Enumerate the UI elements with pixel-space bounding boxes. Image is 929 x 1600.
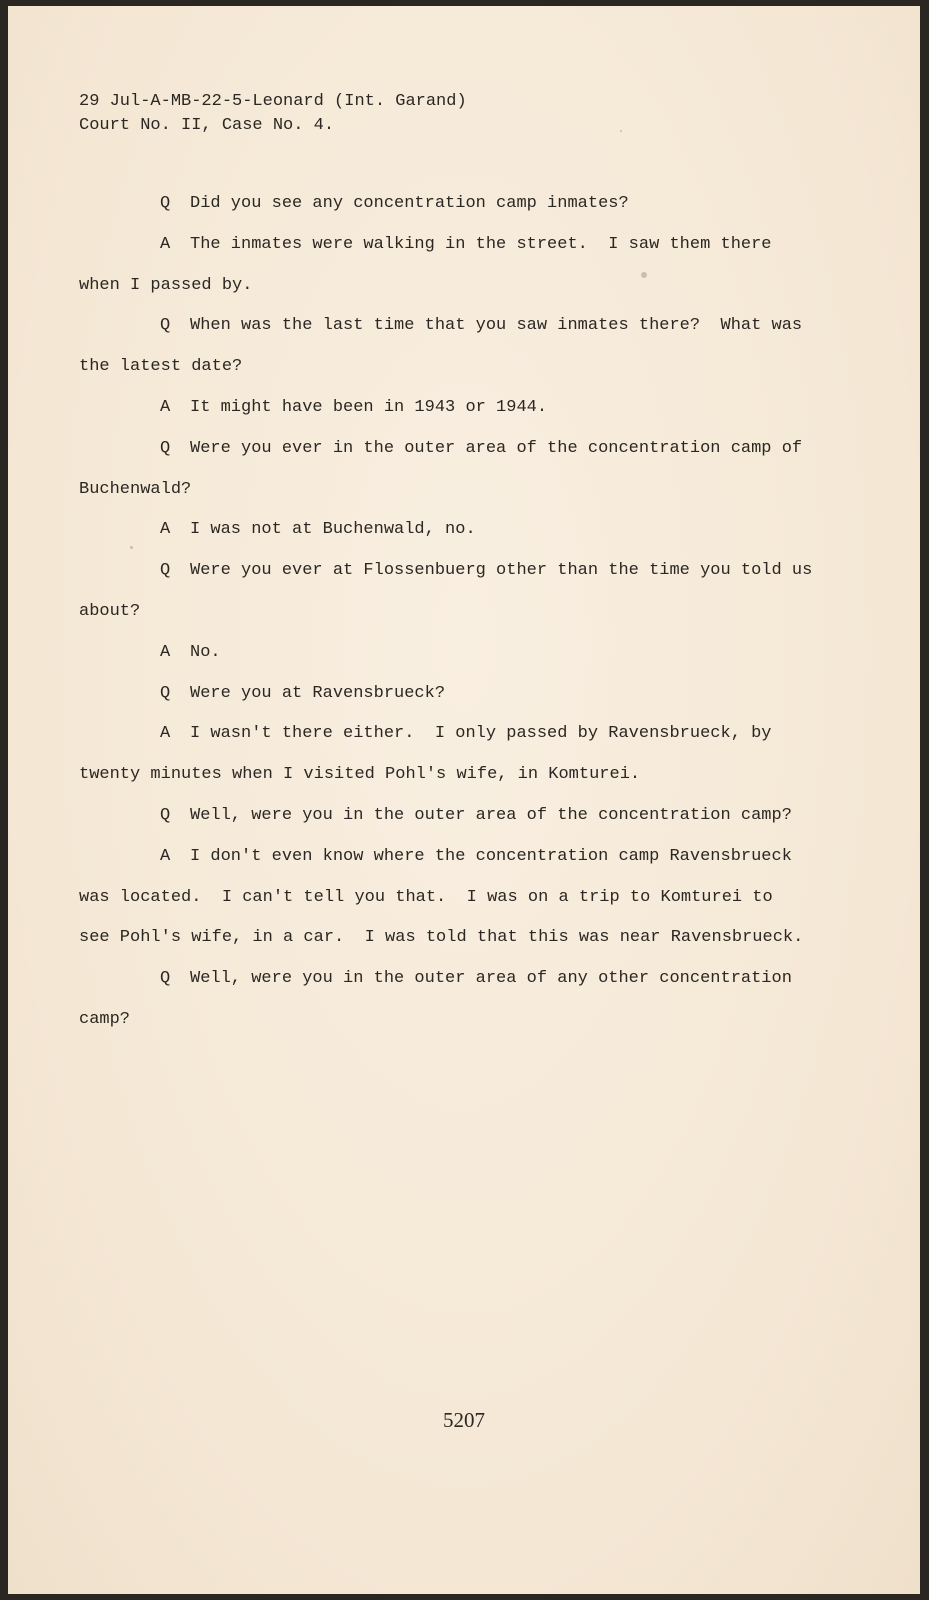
line-text: camp? bbox=[79, 1009, 131, 1029]
line-text: Well, were you in the outer area of the concentration camp? bbox=[190, 805, 792, 825]
line-text: It might have been in 1943 or 1944. bbox=[190, 397, 548, 417]
line-text: Were you at Ravensbrueck? bbox=[190, 683, 446, 703]
speaker-label: A bbox=[160, 234, 171, 254]
line-text: twenty minutes when I visited Pohl's wife, in Komturei. bbox=[79, 765, 641, 785]
transcript-line bbox=[79, 225, 839, 266]
line-text: I was not at Buchenwald, no. bbox=[190, 520, 476, 540]
speaker-label: Q bbox=[160, 438, 171, 458]
paper-speck bbox=[130, 546, 133, 549]
transcript-line bbox=[79, 510, 839, 551]
transcript-line bbox=[79, 592, 839, 633]
transcript-line bbox=[79, 306, 839, 347]
transcript-line bbox=[79, 429, 839, 470]
document-page bbox=[8, 6, 920, 1594]
speaker-label: A bbox=[160, 642, 171, 662]
line-text: I wasn't there either. I only passed by Ravensbrueck, by bbox=[190, 724, 772, 744]
transcript-line bbox=[79, 470, 839, 511]
transcript-line bbox=[79, 266, 839, 307]
line-text: The inmates were walking in the street. I saw them there bbox=[190, 234, 772, 254]
line-text: Were you ever in the outer area of the concentration camp of bbox=[190, 438, 803, 458]
speaker-label: A bbox=[160, 520, 171, 540]
paper-speck bbox=[620, 130, 622, 132]
line-text: When was the last time that you saw inmates there? What was bbox=[190, 316, 803, 336]
transcript-line bbox=[79, 837, 839, 878]
speaker-label: Q bbox=[160, 316, 171, 336]
line-text: Were you ever at Flossenbuerg other than the time you told us bbox=[190, 561, 813, 581]
line-text: see Pohl's wife, in a car. I was told that this was near Ravensbrueck. bbox=[79, 928, 804, 948]
transcript-line bbox=[79, 551, 839, 592]
transcript-line bbox=[79, 674, 839, 715]
line-text: the latest date? bbox=[79, 357, 243, 377]
line-text: No. bbox=[190, 642, 221, 662]
transcript-line bbox=[79, 959, 839, 1000]
line-text: Buchenwald? bbox=[79, 479, 192, 499]
speaker-label: A bbox=[160, 724, 171, 744]
line-text: was located. I can't tell you that. I was on a trip to Komturei to bbox=[79, 887, 773, 907]
speaker-label: Q bbox=[160, 561, 171, 581]
transcript-line bbox=[79, 878, 839, 919]
line-text: Well, were you in the outer area of any other concentration bbox=[190, 969, 792, 989]
transcript-line bbox=[79, 1000, 839, 1041]
transcript-line bbox=[79, 388, 839, 429]
transcript-line bbox=[79, 755, 839, 796]
speaker-label: A bbox=[160, 397, 171, 417]
transcript-line bbox=[79, 918, 839, 959]
case-reference: 29 Jul-A-MB-22-5-Leonard (Int. Garand) bbox=[79, 92, 467, 111]
transcript-line bbox=[79, 347, 839, 388]
line-text: about? bbox=[79, 601, 141, 621]
paper-speck bbox=[641, 272, 647, 278]
transcript-line bbox=[79, 184, 839, 225]
transcript-body bbox=[79, 184, 839, 1041]
court-case-number: Court No. II, Case No. 4. bbox=[79, 116, 335, 135]
transcript-line bbox=[79, 714, 839, 755]
transcript-line bbox=[79, 633, 839, 674]
speaker-label: Q bbox=[160, 805, 171, 825]
transcript-line bbox=[79, 796, 839, 837]
line-text: when I passed by. bbox=[79, 275, 253, 295]
speaker-label: Q bbox=[160, 969, 171, 989]
page-number: 5207 bbox=[443, 1408, 485, 1432]
line-text: I don't even know where the concentration camp Ravensbrueck bbox=[190, 846, 792, 866]
speaker-label: A bbox=[160, 846, 171, 866]
speaker-label: Q bbox=[160, 683, 171, 703]
speaker-label: Q bbox=[160, 194, 171, 213]
line-text: Did you see any concentration camp inmates? bbox=[190, 194, 629, 213]
case-header bbox=[79, 90, 467, 138]
